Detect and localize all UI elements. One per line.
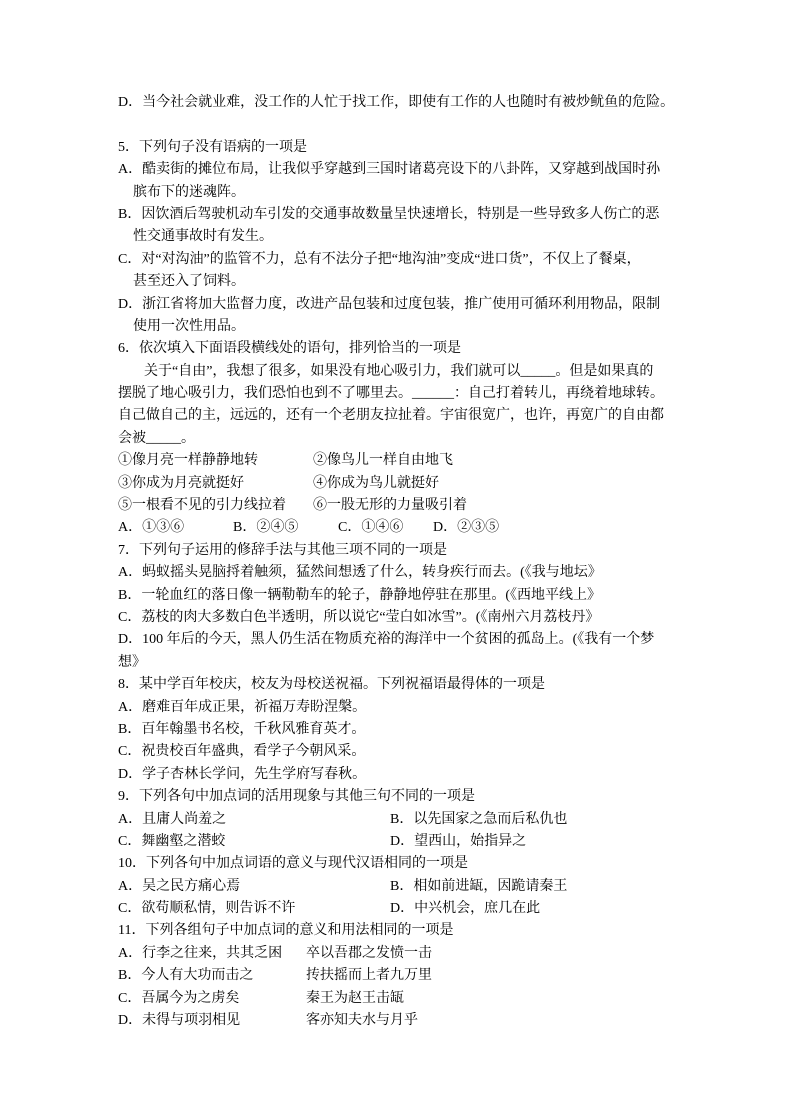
q9-option-row-2 [118,831,684,853]
q6-choices-row [118,517,684,539]
q6-passage-line3: 自己做自己的主，远远的，还有一个老朋友拉扯着。宇宙很宽广，也许，再宽广的自由都 [118,408,664,424]
q11-option-row-d [118,1010,684,1032]
q11-option-b-left: B．今人有大功而击之 [118,968,254,984]
q10-option-a: A．吴之民方痛心焉 [118,878,241,894]
exam-document [118,92,684,1032]
q6-item-6: ⑥一股无形的力量吸引着 [313,498,467,514]
q5-option-b-cont: 性交通事故时有发生。 [133,229,273,245]
q6-choice-b: B．②④⑤ [233,520,299,536]
q6-passage-line4: 会被_____。 [118,430,195,446]
q8-option-c: C．祝贵校百年盛典，看学子今朝风采。 [118,744,366,760]
q6-item-2: ②像鸟儿一样自由地飞 [313,453,453,469]
q7-stem: 7．下列句子运用的修辞手法与其他三项不同的一项是 [118,542,447,558]
q5-stem: 5．下列句子没有语病的一项是 [118,139,307,155]
q6-item-5: ⑤一根看不见的引力线拉着 [118,498,286,514]
q6-item-row-3 [118,495,684,517]
q5-option-a-cont: 膑布下的迷魂阵。 [133,184,245,200]
q8-stem: 8．某中学百年校庆，校友为母校送祝福。下列祝福语最得体的一项是 [118,677,545,693]
q5-option-a: A．酷卖街的摊位布局，让我似乎穿越到三国时诸葛亮设下的八卦阵，又穿越到战国时孙 [118,162,661,178]
q11-option-c-right: 秦王为赵王击缻 [306,990,404,1006]
q5-option-d-cont: 使用一次性用品。 [133,318,245,334]
q6-choice-a: A．①③⑥ [118,520,185,536]
q7-option-d-cont: 想》 [118,654,146,670]
q10-option-b: B．相如前进缻，因跪请秦王 [390,878,568,894]
q6-choice-c: C．①④⑥ [338,520,404,536]
q11-option-c-left: C．吾属今为之虏矣 [118,990,240,1006]
q6-choice-d: D．②③⑤ [433,520,500,536]
q7-option-d: D．100 年后的今天，黑人仍生活在物质充裕的海洋中一个贫困的孤岛上。(《我有一个梦 [118,632,655,648]
q5-option-c: C．对“对沟油”的监管不力，总有不法分子把“地沟油”变成“进口货”，不仅上了餐桌， [118,251,641,267]
q6-item-3: ③你成为月亮就挺好 [118,475,244,491]
q9-option-a: A．且庸人尚羞之 [118,811,227,827]
q9-option-b: B．以先国家之急而后私仇也 [390,811,568,827]
q11-option-row-c [118,988,684,1010]
q5-option-b: B．因饮酒后驾驶机动车引发的交通事故数量呈快速增长，特别是一些导致多人伤亡的恶 [118,206,660,222]
q11-option-a-right: 卒以吾郡之发愤一击 [306,945,432,961]
blank-line [118,114,684,136]
q9-option-c: C．舞幽壑之潜蛟 [118,833,226,849]
q11-option-row-a [118,943,684,965]
q6-item-4: ④你成为鸟儿就挺好 [313,475,439,491]
q7-option-a: A．蚂蚁摇头晃脑捋着触须，猛然间想透了什么，转身疾行而去。(《我与地坛》 [118,565,602,581]
q11-option-d-left: D．未得与项羽相见 [118,1013,241,1029]
q9-option-row-1 [118,809,684,831]
q6-passage-line1: 关于“自由”，我想了很多，如果没有地心吸引力，我们就可以_____。但是如果真的 [144,363,654,379]
q11-option-d-right: 客亦知夫水与月乎 [306,1013,418,1029]
q10-option-c: C．欲苟顺私情，则告诉不许 [118,901,296,917]
q9-stem: 9．下列各句中加点词的活用现象与其他三句不同的一项是 [118,789,475,805]
q5-option-d: D．浙江省将加大监督力度，改进产品包装和过度包装，推广使用可循环利用物品，限制 [118,296,661,312]
q6-item-row-2 [118,473,684,495]
q10-option-row-1 [118,876,684,898]
q8-option-a: A．磨难百年成正果，祈福万寿盼涅槃。 [118,699,367,715]
q10-option-row-2 [118,898,684,920]
q5-option-c-cont: 甚至还入了饲料。 [133,274,245,290]
q10-stem: 10．下列各句中加点词语的意义与现代汉语相同的一项是 [118,856,468,872]
q11-option-row-b [118,965,684,987]
q6-item-1: ①像月亮一样静静地转 [118,453,258,469]
q9-option-d: D．望西山，始指异之 [390,833,527,849]
q8-option-d: D．学子杏林长学问，先生学府写春秋。 [118,766,367,782]
q8-option-b: B．百年翰墨书名校，千秋风雅育英才。 [118,721,366,737]
q6-stem: 6．依次填入下面语段横线处的语句，排列恰当的一项是 [118,341,461,357]
q7-option-c: C．荔枝的肉大多数白色半透明，所以说它“莹白如冰雪”。(《南州六月荔枝丹》 [118,609,600,625]
q11-option-a-left: A．行李之往来，共其乏困 [118,945,283,961]
q7-option-b: B．一轮血红的落日像一辆勒勒车的轮子，静静地停驻在那里。(《西地平线上》 [118,587,601,603]
q11-stem: 11．下列各组句子中加点词的意义和用法相同的一项是 [118,923,454,939]
q11-option-b-right: 抟扶摇而上者九万里 [306,968,432,984]
q4-option-d: D．当今社会就业难，没工作的人忙于找工作，即使有工作的人也随时有被炒鱿鱼的危险。 [118,95,675,110]
q6-item-row-1 [118,450,684,472]
q10-option-d: D．中兴机会，庶几在此 [390,901,541,917]
q6-passage-line2: 摆脱了地心吸引力，我们恐怕也到不了哪里去。______：自己打着转儿，再绕着地球转。 [118,386,664,402]
